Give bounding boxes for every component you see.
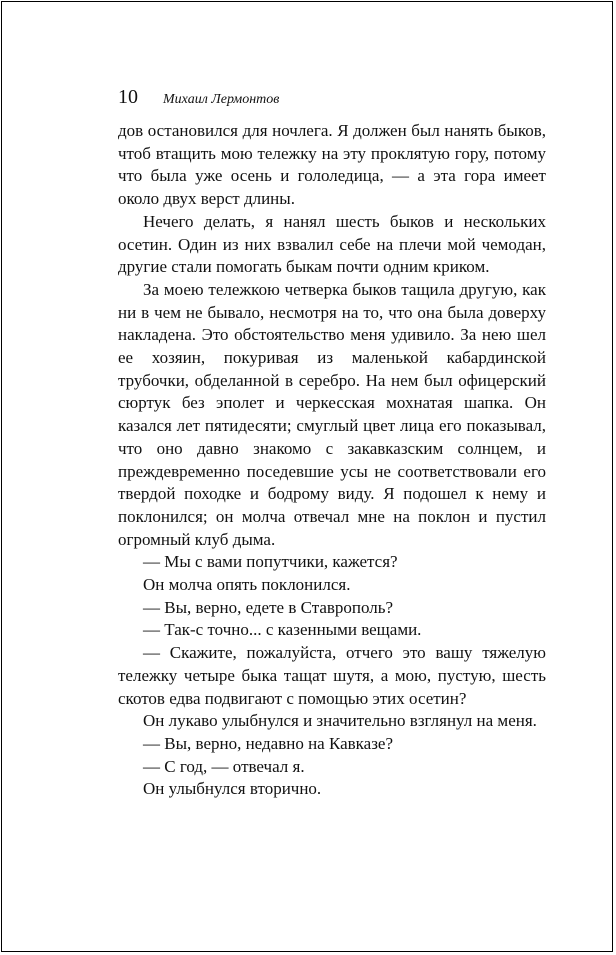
paragraph: Он молча опять поклонился. <box>143 575 351 595</box>
dialogue-line: — Мы с вами попутчики, кажется? <box>143 552 398 572</box>
body-text <box>118 120 546 801</box>
dialogue-line: — С год, — отвечал я. <box>143 756 305 776</box>
dialogue-line: — Скажите, пожалуйста, отчего это вашу тяжелую тележку четыре быка тащат шутя, а мою, пустую, шесть скотов едва подвигают с помощью этих осетин? <box>118 643 546 708</box>
dialogue-line: — Вы, верно, едете в Ставрополь? <box>143 597 394 617</box>
page-number: 10 <box>118 86 138 108</box>
paragraph: дов остановился для ночлега. Я должен был нанять быков, чтоб втащить мою тележку на эту проклятую гору, потому что была уже осень и гололедица, — а эта гора имеет около двух верст длины. <box>118 121 546 209</box>
running-head-author: Михаил Лермонтов <box>163 92 280 107</box>
paragraph: Он лукаво улыбнулся и значительно взглянул на меня. <box>143 711 537 731</box>
page-header <box>118 86 548 114</box>
paragraph: Нечего делать, я нанял шесть быков и нескольких осетин. Один из них взвалил себе на плечи мой чемодан, другие стали помогать быкам почти одним криком. <box>118 211 546 277</box>
book-page <box>1 1 613 952</box>
dialogue-line: — Вы, верно, недавно на Кавказе? <box>143 733 394 753</box>
paragraph: Он улыбнулся вторично. <box>143 779 322 799</box>
paragraph: За моею тележкою четверка быков тащила другую, как ни в чем не бывало, несмотря на то, что она была доверху накладена. Это обстоятельство меня удивило. За нею шел ее хозяин, покуривая из маленькой кабардинской трубочки, обделанной в серебро. На нем был офицерский сюртук без эполет и черкесская мохнатая шапка. Он казался лет пятидесяти; смуглый цвет лица его показывал, что оно давно знакомо с закавказским солнцем, и преждевременно поседевшие усы не соответствовали его твердой походке и бодрому виду. Я подошел к нему и поклонился; он молча отвечал мне на поклон и пустил огромный клуб дыма. <box>118 279 546 549</box>
dialogue-line: — Так-с точно... с казенными вещами. <box>143 620 422 640</box>
